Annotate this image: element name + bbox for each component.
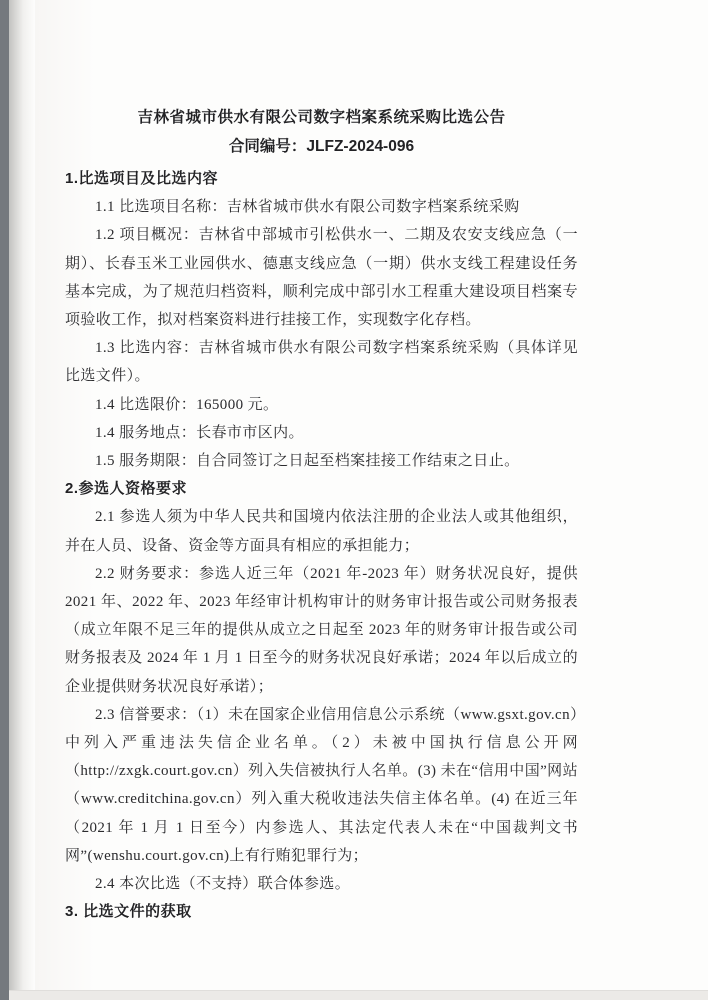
clause-1-5: 1.5 服务期限：自合同签订之日起至档案挂接工作结束之日止。 — [95, 453, 520, 470]
section-3-heading: 3. 比选文件的获取 — [65, 903, 192, 921]
document-body — [65, 103, 578, 926]
clause-1-3: 1.3 比选内容：吉林省城市供水有限公司数字档案系统采购（具体详见比选文件）。 — [65, 340, 578, 385]
clause-1-4-location: 1.4 服务地点：长春市市区内。 — [95, 424, 304, 441]
page-bottom-edge — [9, 990, 708, 1000]
section-2-heading: 2.参选人资格要求 — [65, 480, 188, 498]
scan-edge-strip — [0, 0, 9, 1000]
clause-2-2: 2.2 财务要求：参选人近三年（2021 年-2023 年）财务状况良好，提供 2021 年、2022 年、2023 年经审计机构审计的财务审计报告或公司财务报表（成立年限不足三年的提供从成立之日起至 2023 年的财务审计报告或公司财务报表及 2024 年 1 月 1 日至今的财务状况良好承诺；2024 年以后成立的企业提供财务状况良好承诺）； — [65, 565, 578, 695]
clause-2-1: 2.1 参选人须为中华人民共和国境内依法注册的企业法人或其他组织，并在人员、设备、资金等方面具有相应的承担能力； — [65, 509, 578, 554]
clause-1-4-price: 1.4 比选限价：165000 元。 — [95, 396, 279, 413]
clause-2-3: 2.3 信誉要求：（1）未在国家企业信用信息公示系统（www.gsxt.gov.cn）中列入严重违法失信企业名单。（2）未被中国执行信息公开网（http://zxgk.court.gov.cn）列入失信被执行人名单。(3) 未在“信用中国”网站（www.creditchina.gov.cn）列入重大税收违法失信主体名单。(4) 在近三年（2021 年 1 月 1 日至今）内参选人、其法定代表人未在“中国裁判文书网”(wenshu.court.gov.cn)上有行贿犯罪行为； — [65, 706, 578, 864]
clause-2-4: 2.4 本次比选（不支持）联合体参选。 — [95, 876, 351, 893]
scan-edge-shadow — [9, 0, 35, 1000]
document-title: 吉林省城市供水有限公司数字档案系统采购比选公告 — [137, 109, 506, 126]
section-1-heading: 1.比选项目及比选内容 — [65, 170, 219, 187]
clause-1-2: 1.2 项目概况：吉林省中部城市引松供水一、二期及农安支线应急（一期）、长春玉米工业园供水、德惠支线应急（一期）供水支线工程建设任务基本完成，为了规范归档资料，顺利完成中部引水工程重大建设项目档案专项验收工作，拟对档案资料进行挂接工作，实现数字化存档。 — [65, 227, 578, 329]
clause-1-1: 1.1 比选项目名称：吉林省城市供水有限公司数字档案系统采购 — [95, 199, 520, 216]
contract-number: 合同编号：JLFZ-2024-096 — [228, 138, 415, 155]
